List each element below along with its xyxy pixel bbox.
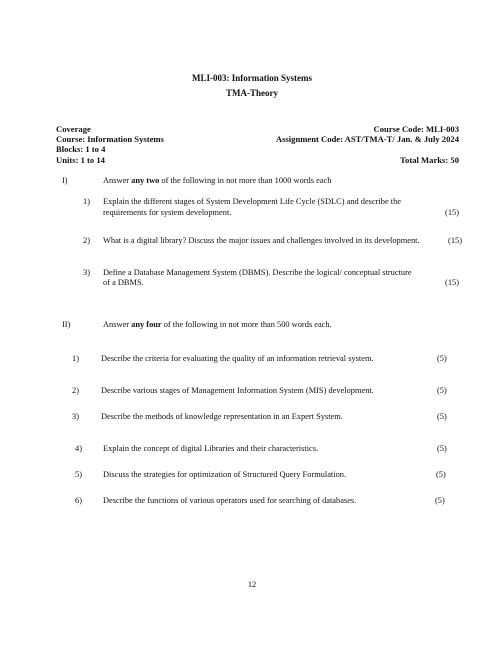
section-2-q5-text: Discuss the strategies for optimization of Structured Query Formulation. (103, 470, 347, 479)
section-1-q3-number: 3) (83, 268, 90, 277)
section-2-q4-text: Explain the concept of digital Libraries and their characteristics. (103, 444, 319, 453)
section-2-q1-text: Describe the criteria for evaluating the quality of an information retrieval system. (101, 354, 374, 363)
coverage-label: Coverage (56, 124, 91, 134)
document-title: MLI-003: Information Systems (192, 73, 312, 83)
section-2-q1-marks: (5) (437, 354, 447, 363)
section-1-instruction: Answer any two of the following in not more than 1000 words each (103, 176, 332, 185)
section-1-q1-line-2: requirements for system development. (103, 208, 232, 217)
section-2-q2-number: 2) (72, 386, 79, 395)
total-marks: Total Marks: 50 (400, 155, 459, 165)
section-2-q6-text: Describe the functions of various operators used for searching of databases. (103, 496, 357, 505)
section-1-q2-marks: (15) (448, 236, 462, 245)
section-2-q2-text: Describe various stages of Management Information System (MIS) development. (101, 386, 374, 395)
section-2-q3-text: Describe the methods of knowledge representation in an Expert System. (101, 412, 343, 421)
assignment-code: Assignment Code: AST/TMA-T/ Jan. & July 2024 (275, 134, 459, 144)
section-2-q3-marks: (5) (437, 412, 447, 421)
page-number: 12 (247, 580, 257, 589)
section-2-q3-number: 3) (72, 412, 79, 421)
section-2-q2-marks: (5) (437, 386, 447, 395)
section-2-q6-number: 6) (75, 496, 82, 505)
section-1-roman: I) (62, 176, 68, 185)
section-1-q1-number: 1) (83, 197, 90, 206)
section-2-instruction: Answer any four of the following in not more than 500 words each. (103, 320, 332, 329)
section-1-q2-number: 2) (83, 236, 90, 245)
units-range: Units: 1 to 14 (56, 155, 105, 165)
section-1-q3-marks: (15) (445, 278, 459, 287)
course-code: Course Code: MLI-003 (373, 124, 459, 134)
section-2-q1-number: 1) (72, 354, 79, 363)
section-1-q2-line-1: What is a digital library? Discuss the major issues and challenges involved in its development. (103, 236, 420, 245)
section-2-q4-marks: (5) (437, 444, 447, 453)
section-2-q6-marks: (5) (435, 496, 445, 505)
section-1-q1-line-1: Explain the different stages of System Development Life Cycle (SDLC) and describe the (103, 197, 402, 206)
section-2-q5-number: 5) (75, 470, 82, 479)
blocks-range: Blocks: 1 to 4 (56, 144, 106, 154)
course-name: Course: Information Systems (56, 134, 164, 144)
document-subtitle: TMA-Theory (226, 88, 278, 98)
section-1-q1-marks: (15) (445, 208, 459, 217)
section-2-q5-marks: (5) (436, 470, 446, 479)
section-1-q3-line-2: of a DBMS. (103, 278, 144, 287)
section-1-q3-line-1: Define a Database Management System (DBMS). Describe the logical/ conceptual structure (103, 268, 412, 277)
section-2-roman: II) (62, 320, 71, 329)
section-2-q4-number: 4) (75, 444, 82, 453)
